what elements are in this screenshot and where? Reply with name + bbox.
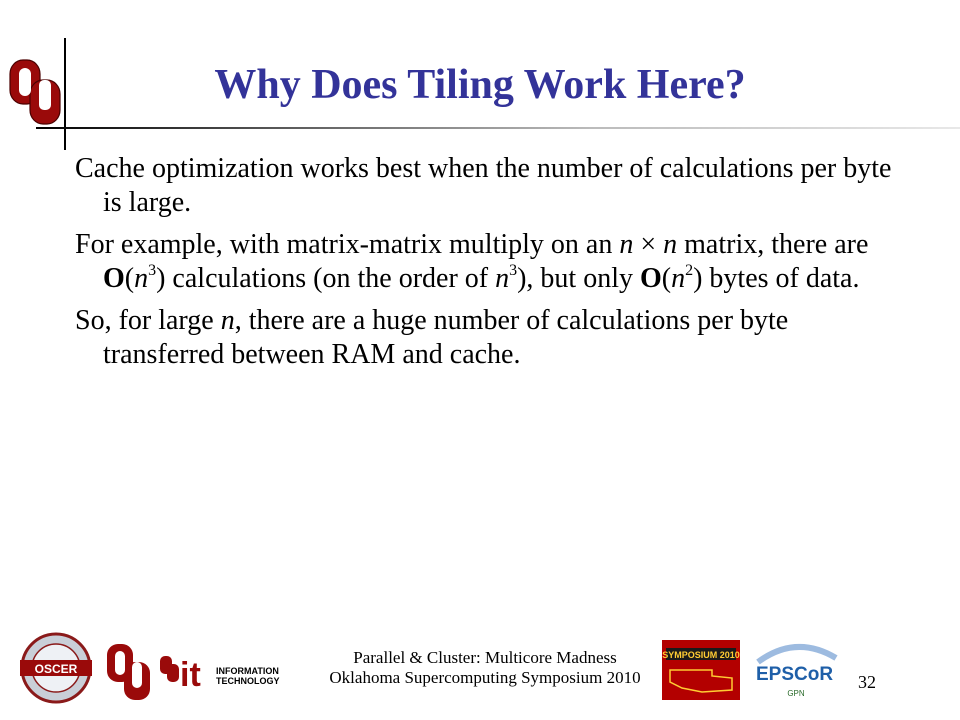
it-label: it — [180, 656, 201, 694]
footer — [305, 648, 665, 688]
epscor-label: EPSCoR — [756, 664, 834, 685]
footer-line-1: Parallel & Cluster: Multicore Madness — [353, 648, 617, 667]
symposium-logo-icon — [662, 640, 740, 700]
page-number: 32 — [858, 672, 876, 692]
paragraph-2: For example, with matrix-matrix multiply on an n × n matrix, there are $O(n^3)$ calculations (on the order of $n^3$), but only $O(n^2)$ bytes of data. — [75, 229, 869, 294]
epscor-logo-icon — [748, 638, 844, 702]
symposium-label: SYMPOSIUM 2010 — [662, 650, 740, 660]
it-logo-icon — [158, 650, 280, 696]
slide-title: Why Does Tiling Work Here? — [214, 62, 746, 108]
ou-footer-logo-icon — [106, 640, 152, 704]
oscer-logo-icon — [12, 632, 100, 704]
oscer-label: OSCER — [34, 662, 78, 676]
it-text-line1: INFORMATION — [216, 666, 279, 676]
paragraph-1: Cache optimization works best when the number of calculations per byte is large. — [75, 153, 892, 218]
header-horizontal-rule — [36, 127, 960, 129]
it-text-line2: TECHNOLOGY — [216, 676, 280, 686]
footer-line-2: Oklahoma Supercomputing Symposium 2010 — [329, 668, 641, 687]
gpn-label: GPN — [787, 689, 805, 698]
paragraph-3: So, for large n, there are a huge number of calculations per byte transferred between RAM and cache. — [75, 305, 789, 370]
slide-body — [75, 152, 895, 380]
